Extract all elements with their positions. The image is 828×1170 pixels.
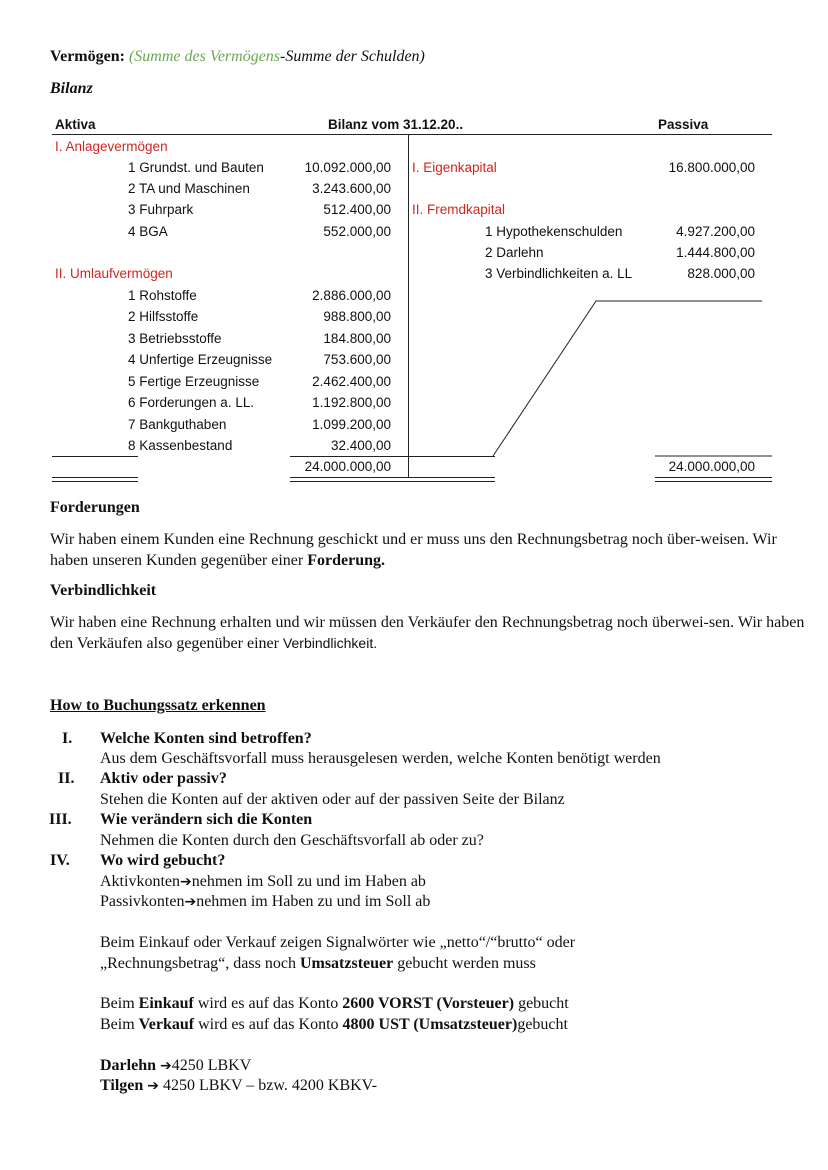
step-line: Stehen die Konten auf der aktiven oder auf der passiven Seite der Bilanz [100, 791, 565, 808]
signal-text: „Rechnungsbetrag“, dass noch [100, 955, 300, 972]
step-num: I. [62, 730, 73, 747]
list-item: 2 TA und Maschinen [128, 181, 250, 196]
signal-line-2 [100, 955, 536, 973]
fremdkapital-title: II. Fremdkapital [412, 202, 506, 217]
step-num: III. [49, 811, 72, 828]
verbindlichkeit-text [50, 612, 810, 654]
eigenkapital-title: I. Eigenkapital [412, 160, 497, 175]
arrow-right-icon: ➔ [160, 1058, 172, 1074]
list-value: 1.099.200,00 [312, 417, 391, 432]
verbindlichkeit-heading: Verbindlichkeit [50, 582, 157, 599]
einkauf-text: Beim [100, 995, 139, 1012]
step-line: Nehmen die Konten durch den Geschäftsvorfall ab oder zu? [100, 832, 484, 849]
verkauf-bold: Verkauf [138, 1016, 195, 1033]
list-item: 2 Darlehn [485, 245, 544, 260]
howto-heading: How to Buchungssatz erkennen [50, 697, 266, 714]
list-item: 5 Fertige Erzeugnisse [128, 374, 260, 389]
double-rule-passiva [655, 477, 772, 482]
list-value: 753.600,00 [323, 352, 391, 367]
step-num: IV. [50, 852, 70, 869]
forderungen-bold: Forderung. [307, 552, 386, 569]
signal-text-end: gebucht werden muss [393, 955, 536, 972]
arrow-right-icon: ➔ [184, 894, 197, 910]
forderungen-heading: Forderungen [50, 499, 140, 516]
passivkonten-line [100, 893, 430, 911]
darlehn-konto: 4250 LBKV [171, 1057, 252, 1074]
list-item: 3 Fuhrpark [128, 202, 194, 217]
arrow-right-icon: ➔ [180, 874, 192, 890]
einkauf-text-2: wird es auf das Konto [193, 995, 343, 1012]
list-value: 4.927.200,00 [676, 224, 755, 239]
einkauf-line [100, 995, 569, 1013]
list-item: 3 Betriebsstoffe [128, 331, 222, 346]
title-label: Vermögen: [50, 48, 125, 65]
col-aktiva: Aktiva [55, 117, 96, 132]
formula-green: Summe des Vermögens [134, 48, 281, 65]
verkauf-text: Beim [100, 1016, 139, 1033]
umlauf-title: II. Umlaufvermögen [55, 266, 173, 281]
verbindlichkeit-body: Wir haben eine Rechnung erhalten und wir müssen den Verkäufer den Rechnungsbetrag noch überwei-sen. Wir haben den Verkäufen also gegenüber einer [50, 614, 805, 652]
einkauf-konto: 2600 VORST (Vorsteuer) [342, 995, 515, 1012]
tilgen-label: Tilgen [100, 1077, 148, 1094]
einkauf-text-end: gebucht [514, 995, 569, 1012]
aktivkonten-label: Aktivkonten [100, 873, 180, 890]
eigenkapital-value: 16.800.000,00 [668, 160, 755, 175]
verbindlichkeit-sans: Verbindlichkeit. [282, 635, 378, 651]
signal-bold: Umsatzsteuer [299, 955, 394, 972]
aktivkonten-line [100, 873, 426, 891]
list-item: 4 BGA [128, 224, 168, 239]
bilanz-table [0, 0, 828, 500]
signal-line-1: Beim Einkauf oder Verkauf zeigen Signalwörter wie „netto“/“brutto“ oder [100, 934, 576, 951]
list-value: 32.400,00 [330, 438, 391, 453]
darlehn-label: Darlehn [100, 1057, 160, 1074]
passivkonten-rule: nehmen im Haben zu und im Soll ab [196, 893, 431, 910]
formula-open: ( [128, 48, 135, 65]
col-title: Bilanz vom 31.12.20.. [328, 117, 464, 132]
forderungen-text [50, 529, 810, 571]
list-value: 1.192.800,00 [312, 395, 391, 410]
list-item: 3 Verbindlichkeiten a. LL [485, 266, 633, 281]
arrow-right-icon: ➔ [147, 1078, 160, 1094]
list-value: 988.800,00 [323, 309, 391, 324]
list-value: 1.444.800,00 [676, 245, 755, 260]
tilgen-line [100, 1077, 377, 1095]
step-title: Aktiv oder passiv? [100, 770, 227, 787]
list-item: 2 Hilfsstoffe [128, 309, 199, 324]
anlage-title: I. Anlagevermögen [55, 139, 168, 154]
list-value: 2.462.400,00 [312, 374, 391, 389]
list-value: 10.092.000,00 [304, 160, 391, 175]
list-value: 2.886.000,00 [312, 288, 391, 303]
verkauf-text-end: gebucht [517, 1016, 568, 1033]
verkauf-konto: 4800 UST (Umsatzsteuer) [342, 1016, 518, 1033]
step-title: Welche Konten sind betroffen? [100, 730, 312, 747]
list-value: 828.000,00 [687, 266, 755, 281]
list-item: 7 Bankguthaben [128, 417, 227, 432]
formula-rest: -Summe der Schulden) [280, 48, 425, 65]
passiva-total: 24.000.000,00 [668, 459, 755, 474]
aktiva-total: 24.000.000,00 [304, 459, 391, 474]
verkauf-text-2: wird es auf das Konto [194, 1016, 343, 1033]
darlehn-line [100, 1057, 251, 1075]
tilgen-konto: 4250 LBKV – bzw. 4200 KBKV- [159, 1077, 378, 1094]
list-value: 184.800,00 [323, 331, 391, 346]
forderungen-body: Wir haben einem Kunden eine Rechnung geschickt und er muss uns den Rechnungsbetrag noch über-weisen. Wir haben unseren Kunden gegenüber einer [50, 531, 777, 569]
aktivkonten-rule: nehmen im Soll zu und im Haben ab [191, 873, 426, 890]
step-title: Wo wird gebucht? [100, 852, 226, 869]
step-num: II. [58, 770, 75, 787]
buchhalternase-line [0, 0, 828, 500]
subtitle: Bilanz [50, 80, 93, 97]
col-passiva: Passiva [658, 117, 709, 132]
passivkonten-label: Passivkonten [100, 893, 185, 910]
list-item: 6 Forderungen a. LL. [128, 395, 255, 410]
list-item: 8 Kassenbestand [128, 438, 233, 453]
list-item: 1 Grundst. und Bauten [128, 160, 264, 175]
list-item: 1 Rohstoffe [128, 288, 197, 303]
verkauf-line [100, 1016, 568, 1034]
list-value: 3.243.600,00 [312, 181, 391, 196]
list-item: 4 Unfertige Erzeugnisse [128, 352, 273, 367]
einkauf-bold: Einkauf [138, 995, 194, 1012]
step-line: Aus dem Geschäftsvorfall muss herausgelesen werden, welche Konten benötigt werden [100, 750, 661, 767]
list-value: 512.400,00 [323, 202, 391, 217]
list-value: 552.000,00 [323, 224, 391, 239]
step-title: Wie verändern sich die Konten [100, 811, 313, 828]
list-item: 1 Hypothekenschulden [485, 224, 623, 239]
